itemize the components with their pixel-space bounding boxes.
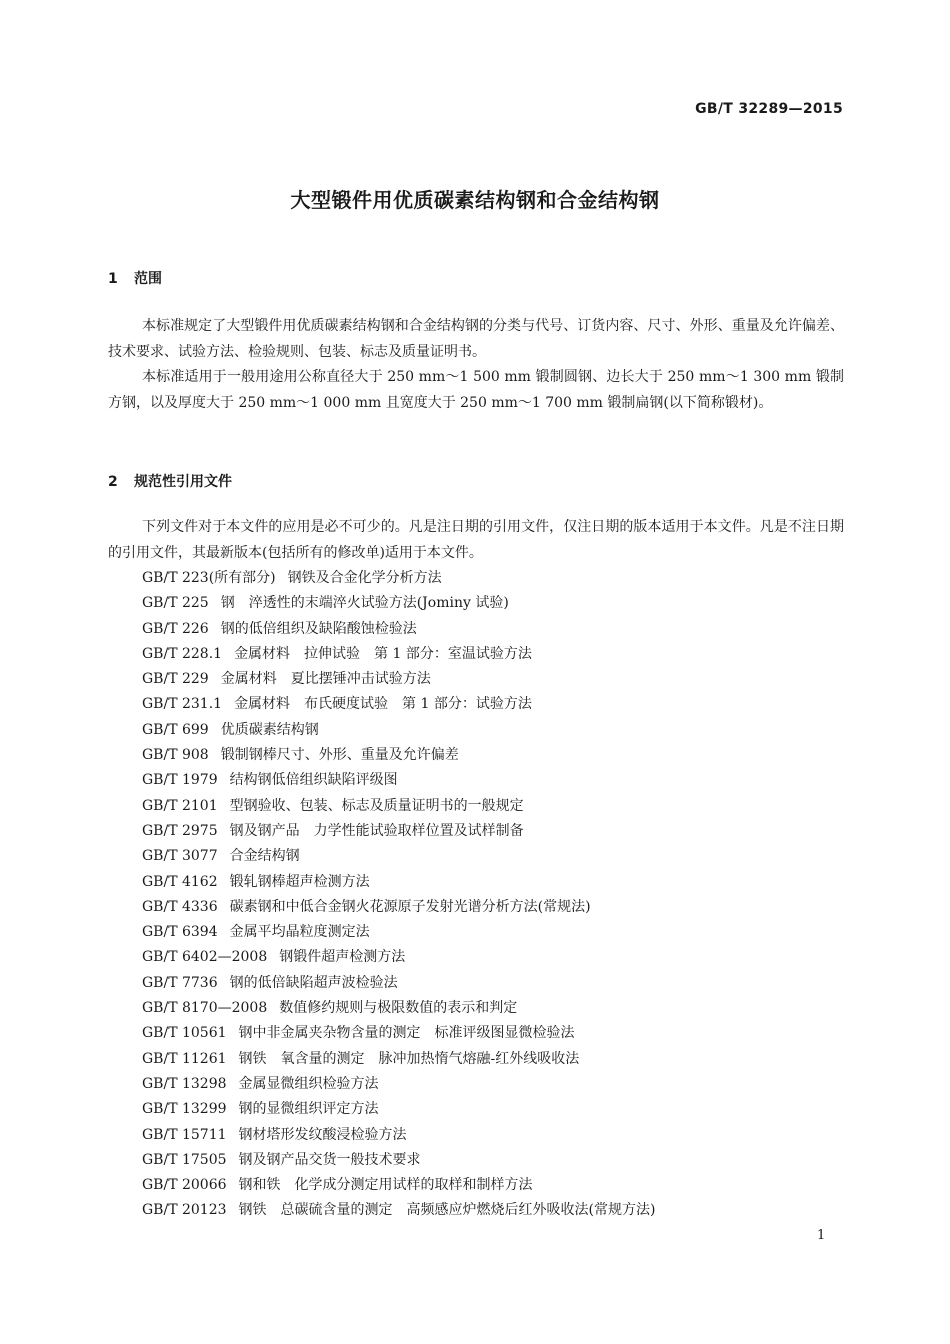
reference-title: 钢及钢产品 力学性能试验取样位置及试样制备 xyxy=(229,822,524,839)
section-heading-normative-references xyxy=(108,471,232,491)
reference-item xyxy=(142,692,655,717)
section-heading-scope xyxy=(108,268,162,288)
reference-code: GB/T 8170—2008 xyxy=(142,1000,268,1017)
reference-title: 钢及钢产品交货一般技术要求 xyxy=(238,1151,421,1168)
reference-title: 钢铁 氧含量的测定 脉冲加热惰气熔融-红外线吸收法 xyxy=(238,1050,580,1067)
reference-item xyxy=(142,1123,655,1148)
reference-code: GB/T 13299 xyxy=(142,1101,227,1118)
reference-code: GB/T 6394 xyxy=(142,924,218,941)
reference-item xyxy=(142,1173,655,1198)
reference-code: GB/T 20123 xyxy=(142,1202,227,1219)
reference-code: GB/T 6402—2008 xyxy=(142,949,268,966)
reference-title: 锻轧钢棒超声检测方法 xyxy=(229,873,370,890)
reference-code: GB/T 3077 xyxy=(142,848,218,865)
reference-title: 钢锻件超声检测方法 xyxy=(279,949,406,966)
reference-title: 钢的低倍组织及缺陷酸蚀检验法 xyxy=(220,620,417,637)
reference-title: 金属显微组织检验方法 xyxy=(238,1075,379,1092)
reference-code: GB/T 2101 xyxy=(142,797,218,814)
reference-item xyxy=(142,870,655,895)
reference-item xyxy=(142,844,655,869)
document-title: 大型锻件用优质碳素结构钢和合金结构钢 xyxy=(290,188,660,212)
reference-item xyxy=(142,945,655,970)
reference-title: 钢 淬透性的末端淬火试验方法(Jominy 试验) xyxy=(220,595,509,612)
reference-item xyxy=(142,895,655,920)
reference-item xyxy=(142,768,655,793)
reference-code: GB/T 228.1 xyxy=(142,645,223,662)
reference-title: 优质碳素结构钢 xyxy=(220,721,319,738)
reference-title: 钢和铁 化学成分测定用试样的取样和制样方法 xyxy=(238,1177,533,1194)
reference-item xyxy=(142,1072,655,1097)
reference-title: 钢的低倍缺陷超声波检验法 xyxy=(229,974,398,991)
reference-title: 钢材塔形发纹酸浸检验方法 xyxy=(238,1126,407,1143)
references-intro-paragraph: 下列文件对于本文件的应用是必不可少的。凡是注日期的引用文件，仅注日期的版本适用于本文件。凡是不注日期的引用文件，其最新版本(包括所有的修改单)适用于本文件。 xyxy=(108,519,844,561)
reference-item xyxy=(142,1198,655,1223)
reference-title: 金属平均晶粒度测定法 xyxy=(229,924,370,941)
page-number: 1 xyxy=(817,1228,826,1243)
reference-title: 钢铁及合金化学分析方法 xyxy=(287,570,442,586)
reference-item xyxy=(142,1097,655,1122)
reference-code: GB/T 17505 xyxy=(142,1151,227,1168)
reference-item xyxy=(142,971,655,996)
reference-code: GB/T 1979 xyxy=(142,772,218,789)
reference-title: 合金结构钢 xyxy=(229,848,300,865)
reference-title: 型钢验收、包装、标志及质量证明书的一般规定 xyxy=(229,797,524,814)
reference-title: 钢的显微组织评定方法 xyxy=(238,1101,379,1118)
reference-code: GB/T 225 xyxy=(142,595,209,612)
reference-item xyxy=(142,819,655,844)
reference-title: 碳素钢和中低合金钢火花源原子发射光谱分析方法(常规法) xyxy=(229,898,591,915)
reference-code: GB/T 2975 xyxy=(142,822,218,839)
reference-code: GB/T 229 xyxy=(142,671,209,688)
scope-paragraph-1: 本标准规定了大型锻件用优质碳素结构钢和合金结构钢的分类与代号、订货内容、尺寸、外形、重量及允许偏差、技术要求、试验方法、检验规则、包装、标志及质量证明书。 xyxy=(108,318,844,360)
reference-title: 数值修约规则与极限数值的表示和判定 xyxy=(279,1000,518,1017)
reference-item xyxy=(142,996,655,1021)
reference-item xyxy=(142,566,655,591)
reference-item xyxy=(142,642,655,667)
reference-code: GB/T 699 xyxy=(142,721,209,738)
reference-title: 结构钢低倍组织缺陷评级图 xyxy=(229,772,398,789)
reference-code: GB/T 4336 xyxy=(142,898,218,915)
reference-code: GB/T 13298 xyxy=(142,1075,227,1092)
reference-title: 金属材料 夏比摆锤冲击试验方法 xyxy=(220,671,431,688)
reference-code: GB/T 231.1 xyxy=(142,696,223,713)
scope-paragraph-2: 本标准适用于一般用途用公称直径大于 250 mm～1 500 mm 锻制圆钢、边长大于 250 mm～1 300 mm 锻制方钢，以及厚度大于 250 mm～1 000 mm 且宽度大于 250 mm～1 700 mm 锻制扁钢(以下简称锻材)。 xyxy=(108,369,844,411)
reference-list xyxy=(142,566,655,1224)
standard-code: GB/T 32289—2015 xyxy=(695,101,843,117)
reference-item xyxy=(142,667,655,692)
reference-code: GB/T 908 xyxy=(142,747,209,764)
section-number: 1 xyxy=(108,271,118,287)
section-number: 2 xyxy=(108,474,118,490)
reference-item xyxy=(142,1047,655,1072)
reference-title: 金属材料 拉伸试验 第 1 部分：室温试验方法 xyxy=(234,645,532,662)
reference-code: GB/T 15711 xyxy=(142,1126,227,1143)
reference-item xyxy=(142,617,655,642)
reference-code: GB/T 226 xyxy=(142,620,209,637)
reference-title: 锻制钢棒尺寸、外形、重量及允许偏差 xyxy=(220,747,459,764)
reference-code: GB/T 20066 xyxy=(142,1177,227,1194)
reference-item xyxy=(142,1021,655,1046)
section-title: 规范性引用文件 xyxy=(134,474,232,490)
reference-title: 金属材料 布氏硬度试验 第 1 部分：试验方法 xyxy=(234,696,532,713)
reference-code: GB/T 10561 xyxy=(142,1025,227,1042)
reference-item xyxy=(142,794,655,819)
section-title: 范围 xyxy=(134,271,162,287)
reference-code: GB/T 223(所有部分) xyxy=(142,570,276,586)
reference-item xyxy=(142,591,655,616)
reference-item xyxy=(142,718,655,743)
reference-code: GB/T 7736 xyxy=(142,974,218,991)
reference-item xyxy=(142,920,655,945)
reference-item xyxy=(142,743,655,768)
reference-item xyxy=(142,1148,655,1173)
reference-title: 钢铁 总碳硫含量的测定 高频感应炉燃烧后红外吸收法(常规方法) xyxy=(238,1202,656,1219)
reference-title: 钢中非金属夹杂物含量的测定 标准评级图显微检验法 xyxy=(238,1025,575,1042)
reference-code: GB/T 4162 xyxy=(142,873,218,890)
reference-code: GB/T 11261 xyxy=(142,1050,227,1067)
